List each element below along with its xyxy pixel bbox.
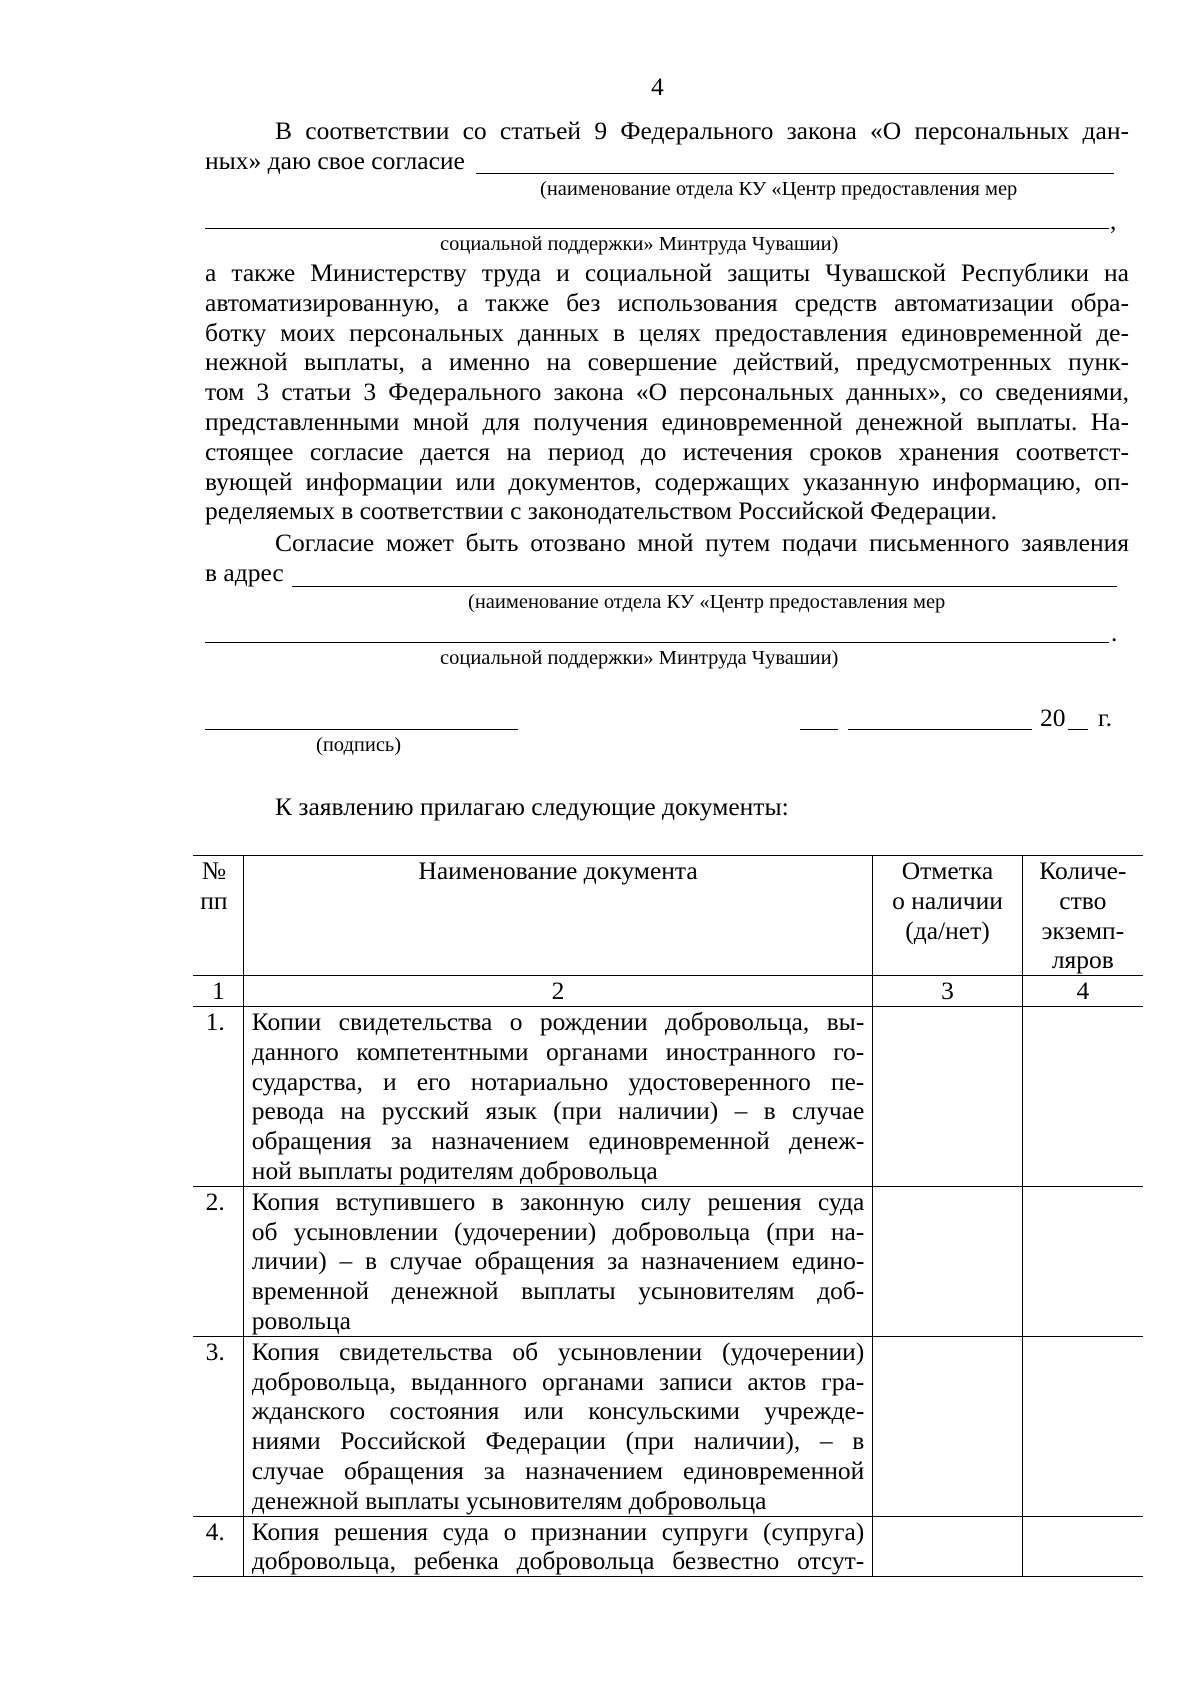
consent-line: В соответствии со статьей 9 Федерального закона «О персональных дан- bbox=[275, 116, 1129, 145]
cell-line: Копия решения суда о признании супруги (супруга) bbox=[251, 1516, 865, 1546]
document-name-cell bbox=[243, 1006, 873, 1186]
signature-hint: (подпись) bbox=[316, 734, 402, 756]
row-number: 2. bbox=[193, 1186, 243, 1336]
body-line: ределяемых в соответствии с законодательством Российской Федерации. bbox=[205, 496, 998, 526]
table-header-row bbox=[193, 856, 1143, 976]
body-line: том 3 статьи 3 Федерального закона «О персональных данных», со сведениями, bbox=[205, 377, 1129, 407]
revoke-line: Согласие может быть отозвано мной путем подачи письменного заявления bbox=[275, 528, 1129, 557]
mark-cell[interactable] bbox=[873, 1006, 1022, 1186]
count-cell[interactable] bbox=[1022, 1516, 1143, 1577]
table-row bbox=[193, 1006, 1143, 1186]
date-day-line[interactable] bbox=[800, 729, 838, 730]
date-year-line[interactable] bbox=[1068, 729, 1088, 730]
revoke-para bbox=[205, 528, 1129, 558]
header-text: пп bbox=[200, 885, 228, 915]
blank-line-address-cont[interactable] bbox=[205, 642, 1109, 643]
cell-line: ной выплаты родителям добровольца bbox=[251, 1155, 658, 1185]
attachments-intro: К заявлению прилагаю следующие документы: bbox=[275, 792, 789, 821]
table-row bbox=[193, 1186, 1143, 1336]
cell-line: добровольца, выданного органами записи актов гра- bbox=[251, 1366, 865, 1396]
document-name-cell bbox=[243, 1516, 873, 1577]
mark-cell[interactable] bbox=[873, 1186, 1022, 1336]
cell-line: данного компетентными органами иностранного го- bbox=[251, 1036, 865, 1066]
consent-line: ных» даю свое согласие bbox=[205, 146, 465, 175]
body-line: вующей информации или документов, содержащих указанную информацию, оп- bbox=[205, 466, 1129, 496]
comma: , bbox=[1110, 206, 1117, 235]
blank-line-address[interactable] bbox=[292, 586, 1117, 587]
body-line: а также Министерству труда и социальной защиты Чувашской Республики на bbox=[205, 258, 1129, 287]
count-cell[interactable] bbox=[1022, 1336, 1143, 1516]
mark-cell[interactable] bbox=[873, 1516, 1022, 1577]
header-number bbox=[193, 856, 243, 976]
page-number: 4 bbox=[651, 72, 664, 101]
header-mark bbox=[873, 856, 1022, 976]
field-hint: (наименование отдела КУ «Центр предоставления мер bbox=[540, 178, 1018, 200]
body-line: представленными мной для получения единовременной денежной выплаты. На- bbox=[205, 406, 1129, 436]
body-line: нежной выплаты, а именно на совершение действий, предусмотренных пунк- bbox=[205, 347, 1129, 377]
document-name-cell bbox=[243, 1336, 873, 1516]
document-name-cell bbox=[243, 1186, 873, 1336]
revoke-line: в адрес bbox=[205, 558, 284, 587]
cell-line: об усыновлении (удочерении) добровольца (при на- bbox=[251, 1216, 865, 1246]
body-line: автоматизированную, а также без использования средств автоматизации обра- bbox=[205, 287, 1129, 317]
cell-line: ревода на русский язык (при наличии) – в случае bbox=[251, 1096, 865, 1126]
cell-line: добровольца, ребенка добровольца безвестно отсут- bbox=[251, 1546, 865, 1576]
blank-line-department-cont[interactable] bbox=[205, 228, 1109, 229]
body-line: ботку моих персональных данных в целях предоставления единовременной де- bbox=[205, 317, 1129, 347]
table-row bbox=[193, 1336, 1143, 1516]
cell-line: жданского состояния или консульскими учрежде- bbox=[251, 1396, 865, 1426]
column-number: 1 bbox=[193, 976, 243, 1007]
documents-table bbox=[193, 855, 1143, 1577]
year-suffix: г. bbox=[1098, 703, 1112, 732]
header-document-name bbox=[243, 856, 873, 976]
cell-line: Копия свидетельства об усыновлении (удочерении) bbox=[251, 1336, 865, 1366]
field-hint: социальной поддержки» Минтруда Чувашии) bbox=[440, 233, 839, 255]
cell-line: обращения за назначением единовременной денеж- bbox=[251, 1126, 865, 1156]
body-line: стоящее согласие дается на период до истечения сроков хранения соответст- bbox=[205, 436, 1129, 466]
row-number: 3. bbox=[193, 1336, 243, 1516]
cell-line: ниями Российской Федерации (при наличии), – в bbox=[251, 1426, 865, 1456]
consent-body bbox=[205, 258, 1129, 526]
consent-para1 bbox=[205, 116, 1129, 146]
header-text: Количе- bbox=[1039, 856, 1127, 885]
cell-line: личии) – в случае обращения за назначением едино- bbox=[251, 1246, 865, 1276]
table-row bbox=[193, 1516, 1143, 1577]
field-hint: (наименование отдела КУ «Центр предоставления мер bbox=[468, 591, 946, 613]
column-number-row bbox=[193, 976, 1143, 1007]
year-prefix: 20 bbox=[1040, 703, 1066, 732]
header-text: (да/нет) bbox=[905, 915, 990, 945]
cell-line: временной денежной выплаты усыновителям доб- bbox=[251, 1276, 865, 1306]
column-number: 4 bbox=[1022, 976, 1143, 1007]
row-number: 4. bbox=[193, 1516, 243, 1577]
row-number: 1. bbox=[193, 1006, 243, 1186]
cell-line: случае обращения за назначением единовременной bbox=[251, 1455, 865, 1485]
period: . bbox=[1111, 618, 1118, 647]
header-text: ляров bbox=[1051, 945, 1114, 975]
date-month-line[interactable] bbox=[848, 729, 1032, 730]
signature-line[interactable] bbox=[205, 729, 518, 730]
blank-line-department[interactable] bbox=[476, 173, 1114, 174]
cell-line: ровольца bbox=[251, 1305, 351, 1335]
cell-line: Копии свидетельства о рождении добровольца, вы- bbox=[251, 1006, 865, 1036]
cell-line: денежной выплаты усыновителям добровольца bbox=[251, 1485, 767, 1515]
header-text: Отметка bbox=[901, 856, 994, 885]
field-hint: социальной поддержки» Минтруда Чувашии) bbox=[440, 647, 839, 669]
header-text: ство bbox=[1059, 885, 1107, 915]
cell-line: сударства, и его нотариально удостоверенного пе- bbox=[251, 1066, 865, 1096]
mark-cell[interactable] bbox=[873, 1336, 1022, 1516]
count-cell[interactable] bbox=[1022, 1006, 1143, 1186]
header-count bbox=[1022, 856, 1143, 976]
column-number: 3 bbox=[873, 976, 1022, 1007]
header-text: № bbox=[201, 856, 227, 885]
column-number: 2 bbox=[243, 976, 873, 1007]
cell-line: Копия вступившего в законную силу решения суда bbox=[251, 1186, 865, 1216]
header-text: Наименование документа bbox=[418, 856, 698, 885]
header-text: о наличии bbox=[892, 885, 1003, 915]
header-text: экземп- bbox=[1041, 915, 1125, 945]
count-cell[interactable] bbox=[1022, 1186, 1143, 1336]
